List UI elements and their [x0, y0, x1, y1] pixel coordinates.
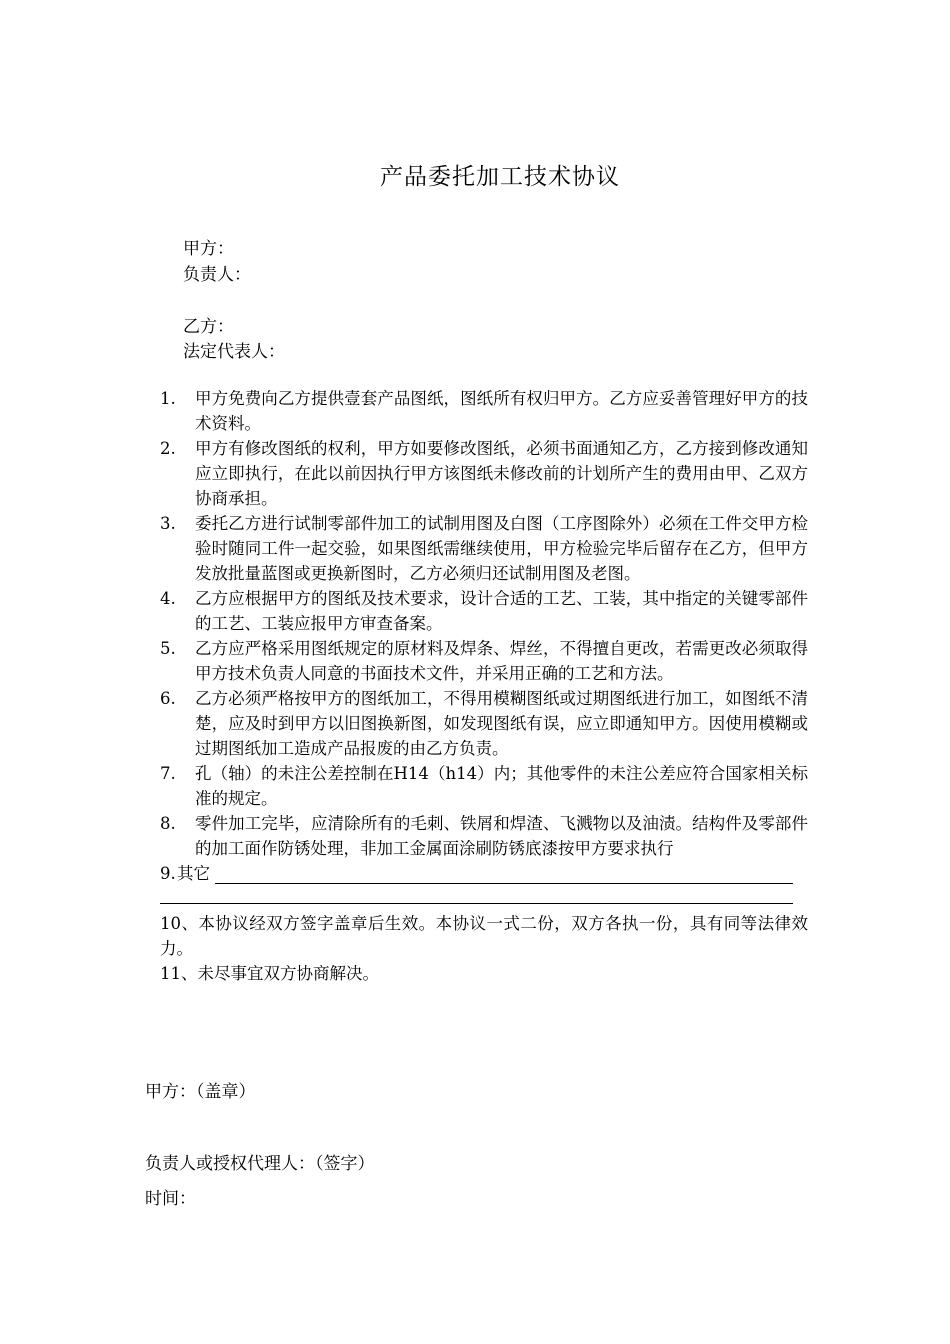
party-b-legal-rep-label: 法定代表人： — [183, 342, 285, 362]
clause-number: 4. — [160, 589, 176, 608]
party-a-label: 甲方： — [183, 239, 234, 259]
clause-8 — [160, 811, 808, 861]
clause-4 — [160, 586, 808, 636]
clause-number: 3. — [160, 514, 176, 533]
blank-line — [160, 886, 808, 911]
clause-text: 孔（轴）的未注公差控制在H14（h14）内；其他零件的未注公差应符合国家相关标准的规定。 — [195, 764, 808, 808]
clause-number: 8. — [160, 814, 176, 833]
clause-number: 6. — [160, 689, 176, 708]
clause-11: 11、未尽事宜双方协商解决。 — [160, 964, 379, 983]
signature-time: 时间： — [145, 1189, 196, 1209]
clause-text: 乙方应根据甲方的图纸及技术要求，设计合适的工艺、工装，其中指定的关键零部件的工艺、工装应报甲方审查备案。 — [195, 589, 808, 633]
clause-number: 7. — [160, 764, 176, 783]
party-b-label: 乙方： — [183, 317, 234, 337]
clause-5 — [160, 636, 808, 686]
clause-3 — [160, 511, 808, 586]
clause-text: 甲方免费向乙方提供壹套产品图纸，图纸所有权归甲方。乙方应妥善管理好甲方的技术资料。 — [195, 389, 808, 433]
clause-9 — [160, 861, 808, 886]
clause-number: 2. — [160, 439, 176, 458]
clause-10: 10、本协议经双方签字盖章后生效。本协议一式二份，双方各执一份，具有同等法律效力。 — [160, 914, 808, 958]
clause-list — [160, 386, 808, 986]
clause-text: 委托乙方进行试制零部件加工的试制用图及白图（工序图除外）必须在工件交甲方检验时随同工件一起交验，如果图纸需继续使用，甲方检验完毕后留存在乙方，但甲方发放批量蓝图或更换新图时，乙方必须归还试制用图及老图。 — [195, 514, 808, 583]
clause-2 — [160, 436, 808, 511]
signature-party-a: 甲方：（盖章） — [145, 1082, 256, 1102]
clause-number: 1. — [160, 389, 176, 408]
clause-text: 乙方应严格采用图纸规定的原材料及焊条、焊丝，不得擅自更改，若需更改必须取得甲方技术负责人同意的书面技术文件，并采用正确的工艺和方法。 — [195, 639, 808, 683]
clause-number: 5. — [160, 639, 176, 658]
fill-in-line — [215, 883, 793, 884]
clause-text: 其它 — [177, 864, 210, 883]
signature-signer: 负责人或授权代理人：（签字） — [145, 1154, 375, 1174]
clause-6 — [160, 686, 808, 761]
clause-text: 零件加工完毕，应清除所有的毛刺、铁屑和焊渣、飞溅物以及油渍。结构件及零部件的加工面作防锈处理，非加工金属面涂刷防锈底漆按甲方要求执行 — [195, 814, 808, 858]
party-a-manager-label: 负责人： — [183, 265, 251, 285]
fill-in-line — [160, 903, 793, 904]
clause-text: 乙方必须严格按甲方的图纸加工，不得用模糊图纸或过期图纸进行加工，如图纸不清楚，应及时到甲方以旧图换新图，如发现图纸有误，应立即通知甲方。因使用模糊或过期图纸加工造成产品报废的由乙方负责。 — [195, 689, 808, 758]
clause-number: 9. — [160, 864, 176, 883]
clause-1 — [160, 386, 808, 436]
clause-text: 甲方有修改图纸的权利，甲方如要修改图纸，必须书面通知乙方，乙方接到修改通知应立即执行，在此以前因执行甲方该图纸未修改前的计划所产生的费用由甲、乙双方协商承担。 — [195, 439, 808, 508]
clause-7 — [160, 761, 808, 811]
document-title: 产品委托加工技术协议 — [380, 164, 620, 190]
